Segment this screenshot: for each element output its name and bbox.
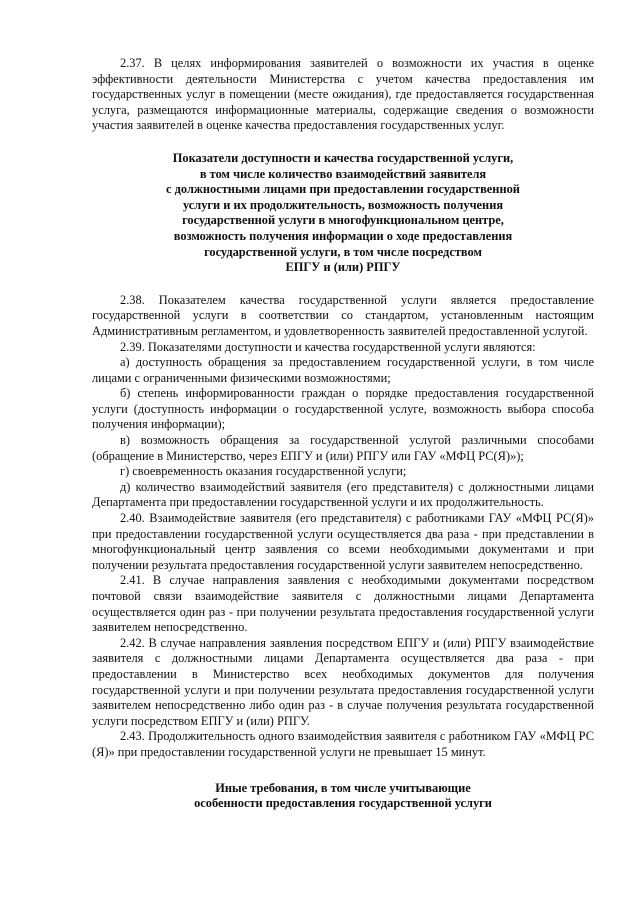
heading-line: услуги и их продолжительность, возможность получения [182,197,504,212]
paragraph-2-41: 2.41. В случае направления заявления с необходимыми документами посредством почтовой связи взаимодействие заявителя с должностными лицами Департамента осуществляется один раз - при получении результата предоставления государственной услуги заявителем непосредственно. [92,573,594,635]
heading-line: Иные требования, в том числе учитывающие [215,780,471,795]
paragraph-2-37: 2.37. В целях информирования заявителей о возможности их участия в оценке эффективности деятельности Министерства с учетом качества предоставления им государственных услуг в помещении (месте ожидания), где предоставляется государственная услуга, размещаются информационные материалы, содержащие сведения о возможности участия заявителей в оценке качества предоставления государственных услуг. [92,56,594,133]
heading-line: государственной услуги в многофункциональном центре, [182,213,504,228]
heading-line: возможность получения информации о ходе предоставления [173,228,513,243]
paragraph-2-40: 2.40. Взаимодействие заявителя (его представителя) с работниками ГАУ «МФЦ РС(Я)» при предоставлении государственной услуги осуществляется два раза - при представлении в многофункциональный центр заявления со всеми необходимыми документами и при получении результата предоставления государственной услуги заявителем непосредственно. [92,511,594,572]
section-heading-other-requirements [92,781,594,812]
heading-line: ЕПГУ и (или) РПГУ [285,260,401,275]
list-item-a: а) доступность обращения за предоставлением государственной услуги, в том числе лицами с ограниченными физическими возможностями; [92,355,594,385]
paragraph-2-39: 2.39. Показателями доступности и качества государственной услуги являются: [120,339,536,354]
document-page [92,56,594,812]
heading-line: государственной услуги, в том числе посредством [204,244,482,259]
list-item-g: г) своевременность оказания государственной услуги; [120,464,407,479]
heading-line: с должностными лицами при предоставлении государственной [166,182,520,197]
list-item-d: д) количество взаимодействий заявителя (его представителя) с должностными лицами Департамента при предоставлении государственной услуги и их продолжительность. [92,479,594,510]
heading-line: Показатели доступности и качества государственной услуги, [172,150,514,165]
heading-line: особенности предоставления государственной услуги [194,796,492,811]
paragraph-2-43: 2.43. Продолжительность одного взаимодействия заявителя с работником ГАУ «МФЦ РС (Я)» при предоставлении государственной услуги не превышает 15 минут. [92,729,594,759]
section-heading-accessibility-quality [92,151,594,276]
list-item-b: б) степень информированности граждан о порядке предоставления государственной услуги (доступность информации о государственной услуге, возможность выбора способа получения информации); [92,386,594,432]
paragraph-2-42: 2.42. В случае направления заявления посредством ЕПГУ и (или) РПГУ взаимодействие заявителя с должностными лицами Департамента осуществляется два раза - при предоставлении в Министерство всех необходимых документов для получения государственной услуги и при получении результата предоставления государственной услуги заявителем непосредственно либо один раз - в случае получения результата государственной услуги посредством ЕПГУ и (или) РПГУ. [92,635,594,728]
heading-line: в том числе количество взаимодействий заявителя [199,166,487,181]
list-item-v: в) возможность обращения за государственной услугой различными способами (обращение в Министерство, через ЕПГУ и (или) РПГУ или ГАУ «МФЦ РС(Я)»); [92,433,594,463]
paragraph-2-38: 2.38. Показателем качества государственной услуги является предоставление государственной услуги в соответствии со стандартом, установленным настоящим Административным регламентом, и удовлетворенность заявителей предоставленной услугой. [92,292,594,338]
